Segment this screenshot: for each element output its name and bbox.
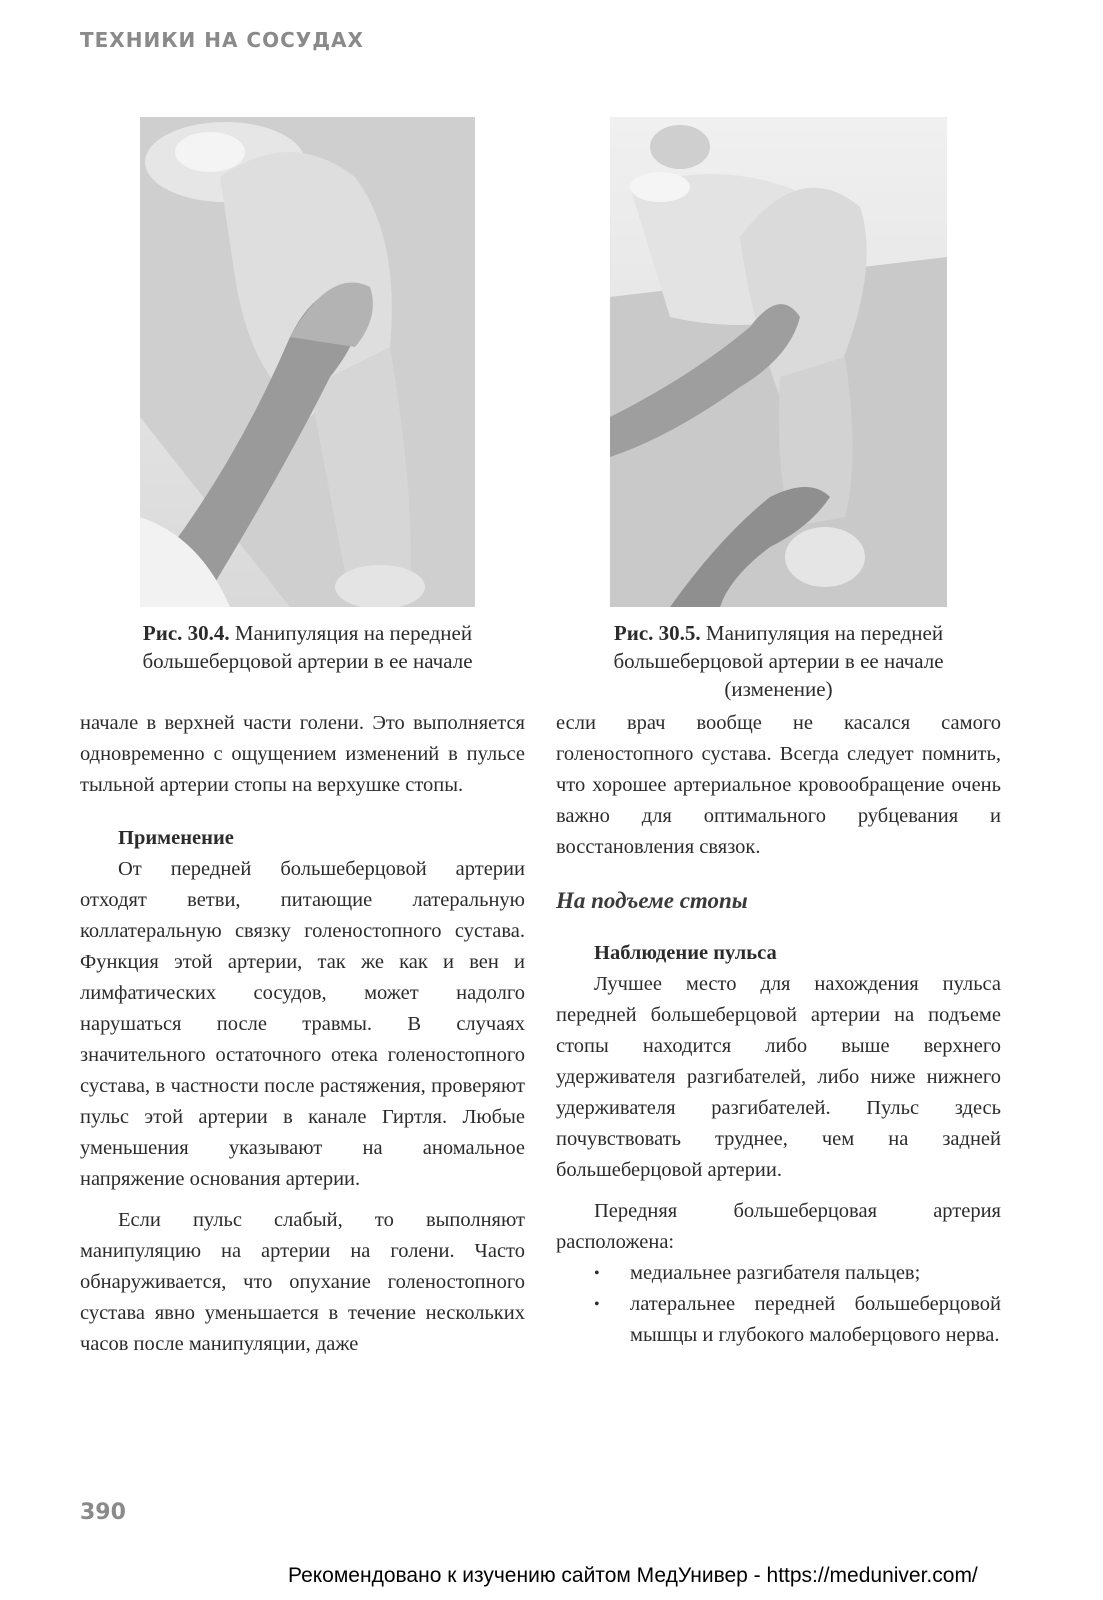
- figure-caption-text: Манипуляция на передней большеберцовой артерии в ее начале (изменение): [613, 621, 944, 701]
- right-column: [556, 708, 1001, 1351]
- paragraph: если врач вообще не касался самого голеностопного сустава. Всегда следует помнить, что хорошее артериальное кровообращение очень важно для оптимального рубцевания и восстановления связок.: [556, 712, 1001, 858]
- watermark-link: Рекомендовано к изучению сайтом МедУнивер - https://meduniver.com/: [288, 1564, 978, 1587]
- photo-leg-manipulation-ankle: [610, 117, 947, 607]
- figure-caption: [610, 619, 947, 703]
- photo-leg-manipulation-knee: [140, 117, 475, 607]
- left-column: [80, 708, 525, 1360]
- figure-30-4: [140, 117, 475, 675]
- bullet-icon: •: [594, 1265, 600, 1282]
- section-title: На подъеме стопы: [556, 888, 748, 913]
- bullet-icon: •: [594, 1296, 600, 1313]
- list-item-text: латеральнее передней большеберцовой мышцы и глубокого малоберцового нерва.: [630, 1293, 1001, 1346]
- list-item: [556, 1258, 1001, 1289]
- page-number: 390: [80, 1500, 126, 1525]
- paragraph: Если пульс слабый, то выполняют манипуляцию на артерии на голени. Часто обнаруживается, что опухание голеностопного сустава явно уменьшается в течение нескольких часов после манипуляции, даже: [80, 1209, 525, 1355]
- subheading-application: Применение: [118, 827, 234, 849]
- figure-label: Рис. 30.5.: [613, 621, 701, 645]
- bullet-list: [556, 1258, 1001, 1351]
- paragraph: начале в верхней части голени. Это выполняется одновременно с ощущением изменений в пульсе тыльной артерии стопы на верхушке стопы.: [80, 712, 525, 796]
- paragraph: От передней большеберцовой артерии отходят ветви, питающие латеральную коллатеральную связку голеностопного сустава. Функция этой артерии, так же как и вен и лимфатических сосудов, может надолго нарушаться после травмы. В случаях значительного остаточного отека голеностопного сустава, в частности после растяжения, проверяют пульс этой артерии в канале Гиртля. Любые уменьшения указывают на аномальное напряжение основания артерии.: [80, 858, 525, 1190]
- list-item: [556, 1289, 1001, 1351]
- figure-caption-text: Манипуляция на передней большеберцовой артерии в ее начале: [142, 621, 473, 673]
- running-head: ТЕХНИКИ НА СОСУДАХ: [80, 28, 364, 52]
- figure-caption: [140, 619, 475, 675]
- subheading-pulse: Наблюдение пульса: [594, 942, 777, 964]
- figure-label: Рис. 30.4.: [142, 621, 230, 645]
- paragraph: Передняя большеберцовая артерия расположена:: [556, 1200, 1001, 1253]
- paragraph: Лучшее место для нахождения пульса передней большеберцовой артерии на подъеме стопы находится либо выше верхнего удерживателя разгибателей, либо ниже нижнего удерживателя разгибателей. Пульс здесь почувствовать труднее, чем на задней большеберцовой артерии.: [556, 973, 1001, 1181]
- list-item-text: медиальнее разгибателя пальцев;: [630, 1262, 921, 1284]
- figure-30-5: [610, 117, 947, 703]
